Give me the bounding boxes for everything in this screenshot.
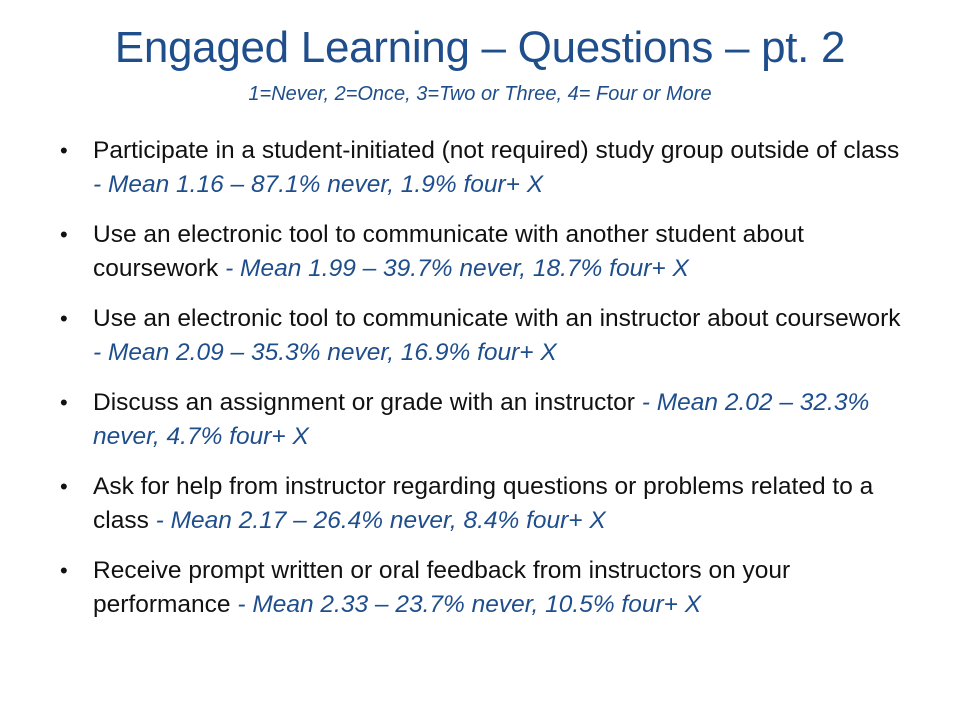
- bullet-icon: •: [60, 222, 68, 247]
- bullet-stat: - Mean 2.33 – 23.7% never, 10.5% four+ X: [230, 591, 702, 618]
- bullet-text: Discuss an assignment or grade with an instructor: [93, 389, 635, 416]
- bullet-icon: •: [60, 474, 68, 499]
- slide-title: Engaged Learning – Questions – pt. 2: [114, 23, 846, 72]
- bullet-icon: •: [60, 138, 68, 163]
- bullet-icon: •: [60, 558, 68, 583]
- slide-subtitle: 1=Never, 2=Once, 3=Two or Three, 4= Four or More: [248, 83, 712, 105]
- bullet-text: Receive prompt written or oral feedback from instructors on your performance: [93, 557, 791, 618]
- bullet-item: [60, 218, 912, 286]
- bullet-icon: •: [60, 306, 68, 331]
- bullet-text: Ask for help from instructor regarding questions or problems related to a class: [93, 473, 874, 534]
- bullet-stat: - Mean 2.02 – 32.3% never, 4.7% four+ X: [93, 389, 870, 450]
- bullet-item: [60, 470, 912, 538]
- bullet-icon: •: [60, 390, 68, 415]
- title-block: [48, 22, 912, 108]
- bullet-list: [60, 134, 912, 638]
- bullet-stat: - Mean 2.17 – 26.4% never, 8.4% four+ X: [148, 507, 606, 534]
- bullet-text: Use an electronic tool to communicate with another student about coursework: [93, 221, 804, 282]
- bullet-stat: - Mean 1.16 – 87.1% never, 1.9% four+ X: [93, 171, 544, 198]
- bullet-item: [60, 302, 912, 370]
- bullet-item: [60, 134, 912, 202]
- bullet-item: [60, 386, 912, 454]
- bullet-text: Use an electronic tool to communicate with an instructor about coursework: [93, 305, 901, 332]
- bullet-stat: - Mean 2.09 – 35.3% never, 16.9% four+ X: [93, 339, 557, 366]
- bullet-item: [60, 554, 912, 622]
- bullet-text: Participate in a student-initiated (not required) study group outside of class: [93, 137, 900, 164]
- bullet-stat: - Mean 1.99 – 39.7% never, 18.7% four+ X: [218, 255, 689, 282]
